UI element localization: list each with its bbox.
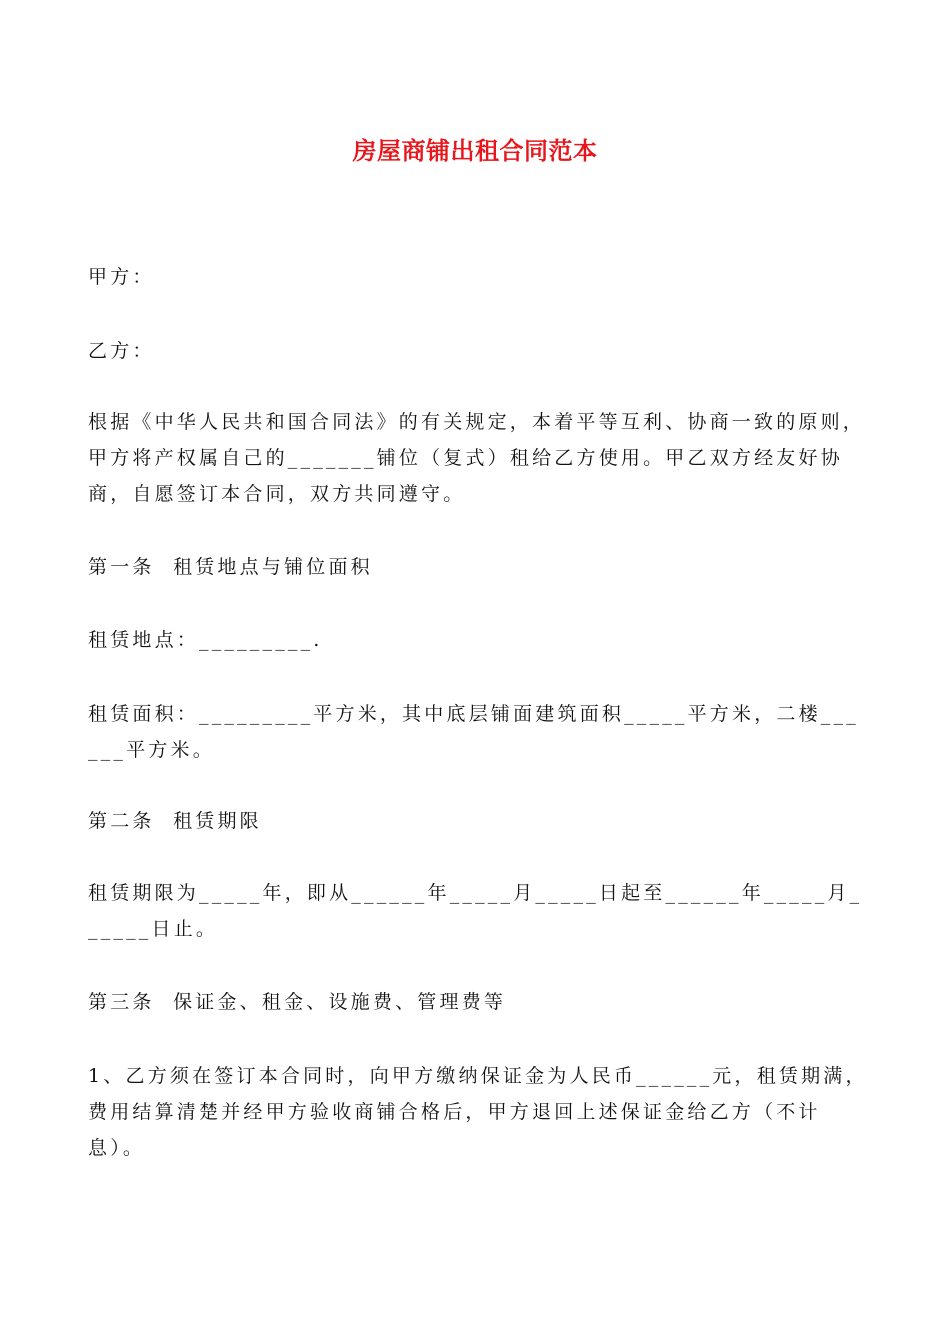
intro-paragraph: 根据《中华人民共和国合同法》的有关规定，本着平等互利、协商一致的原则，甲方将产权属自己的_______铺位（复式）租给乙方使用。甲乙双方经友好协商，自愿签订本合同，双方共同遵守。 — [88, 411, 866, 505]
lease-term-paragraph: 租赁期限为_____年，即从______年_____月_____日起至______年_____月______日止。 — [88, 882, 863, 940]
party-b-label: 乙方： — [88, 340, 155, 362]
lease-area-paragraph: 租赁面积：_________平方米，其中底层铺面建筑面积_____平方米，二楼______平方米。 — [88, 703, 859, 761]
article-2-heading: 第二条 租赁期限 — [88, 810, 262, 832]
article-3-heading: 第三条 保证金、租金、设施费、管理费等 — [88, 991, 507, 1013]
lease-location-line: 租赁地点：_________. — [88, 629, 323, 651]
document-title: 房屋商铺出租合同范本 — [352, 137, 598, 165]
party-a-label: 甲方： — [88, 266, 155, 288]
clause-3-1-paragraph: 1、乙方须在签订本合同时，向甲方缴纳保证金为人民币______元，租赁期满，费用结算清楚并经甲方验收商铺合格后，甲方退回上述保证金给乙方（不计息）。 — [88, 1065, 868, 1159]
article-1-heading: 第一条 租赁地点与铺位面积 — [88, 556, 373, 578]
